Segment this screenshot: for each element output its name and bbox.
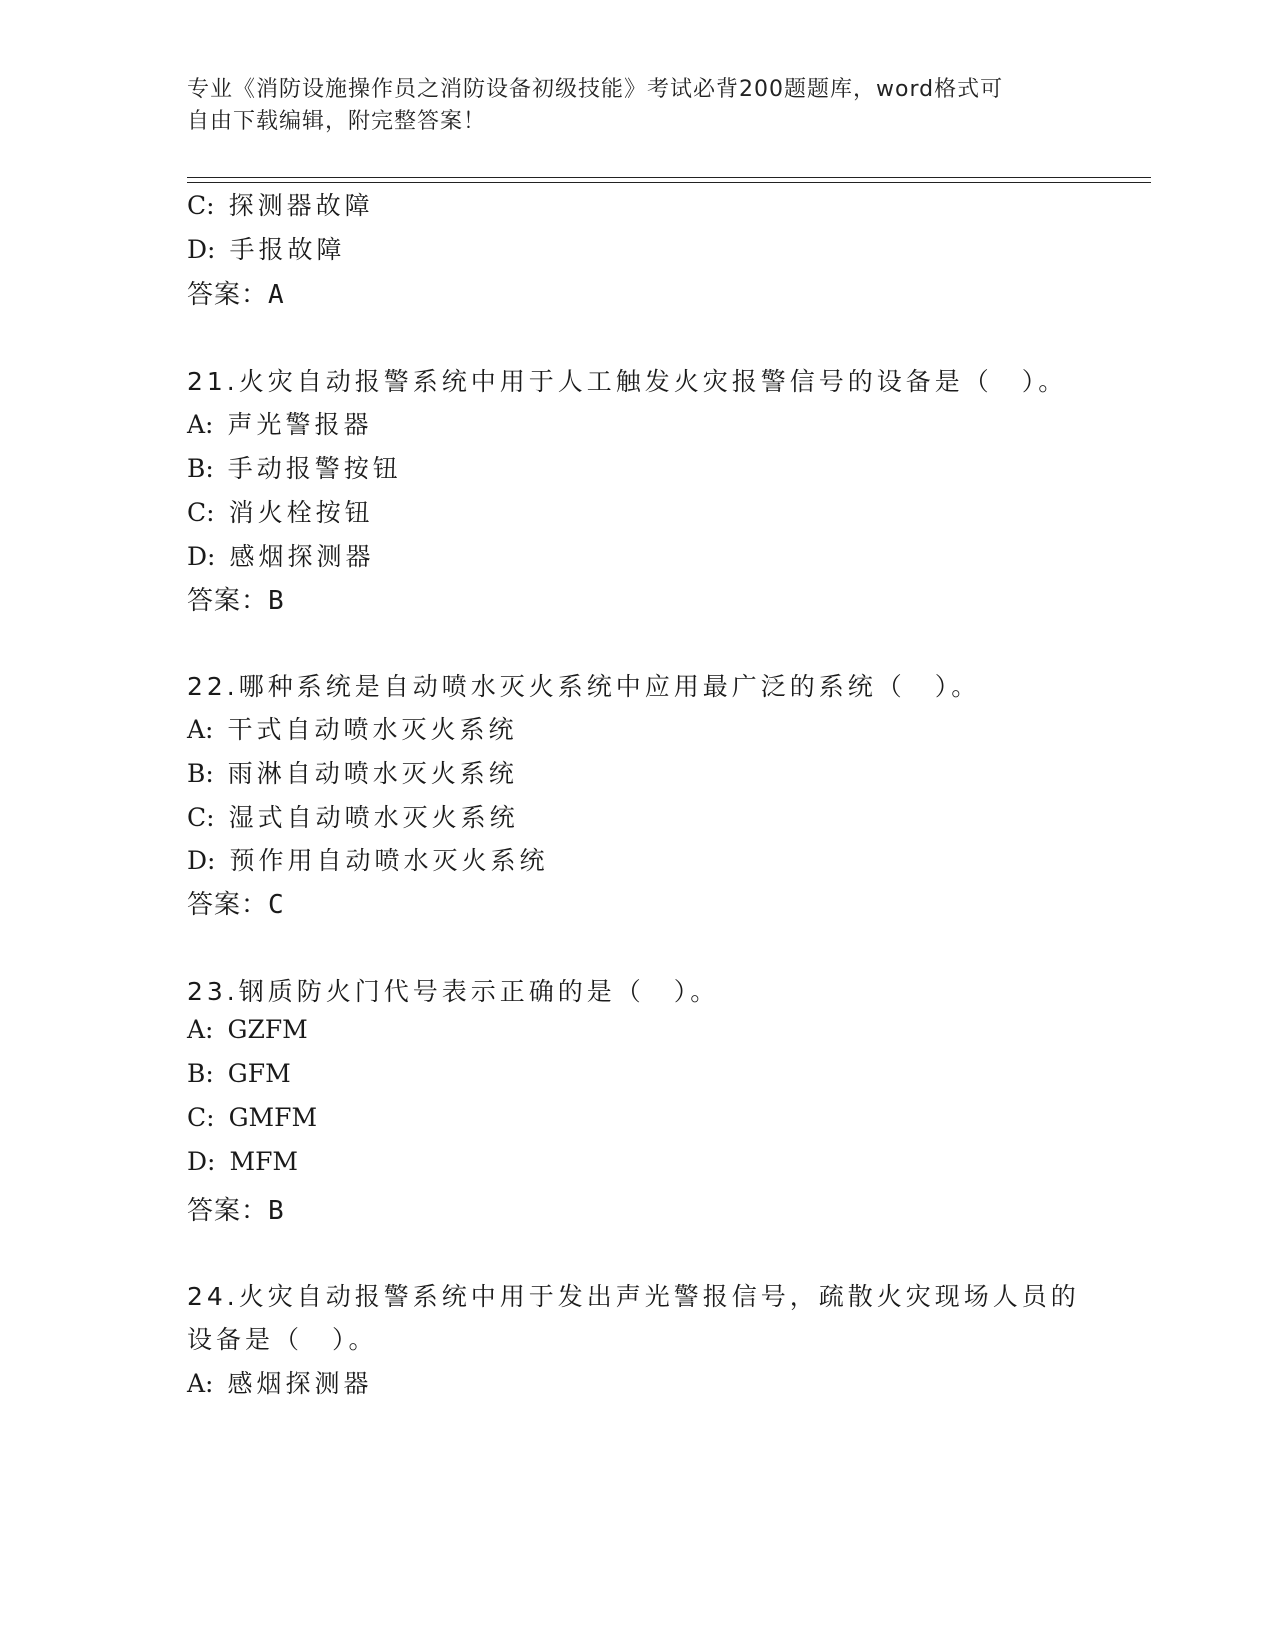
option-d bbox=[187, 1147, 298, 1176]
option-a bbox=[187, 710, 518, 746]
option-c bbox=[187, 798, 519, 834]
option-c bbox=[187, 186, 374, 222]
option-key: D: bbox=[187, 235, 216, 264]
option-key: D: bbox=[187, 542, 216, 571]
header-divider-top bbox=[187, 177, 1151, 178]
option-key: A: bbox=[187, 1015, 214, 1044]
question-stem: 23.钢质防火门代号表示正确的是（ ）。 bbox=[187, 977, 720, 1006]
option-text: 干式自动喷水灭火系统 bbox=[227, 715, 518, 744]
option-a bbox=[187, 1364, 373, 1400]
answer-line bbox=[187, 274, 285, 311]
answer-line bbox=[187, 884, 285, 921]
question-stem-line-2: 设备是（ ）。 bbox=[187, 1325, 378, 1354]
option-text: MFM bbox=[229, 1147, 299, 1176]
option-c bbox=[187, 493, 374, 529]
option-text: 手报故障 bbox=[229, 235, 346, 264]
option-key: B: bbox=[187, 454, 214, 483]
answer-label: 答案： bbox=[187, 280, 269, 310]
option-d bbox=[187, 537, 374, 573]
option-text: 雨淋自动喷水灭火系统 bbox=[227, 759, 518, 788]
option-text: GMFM bbox=[228, 1103, 318, 1132]
option-key: A: bbox=[187, 715, 214, 744]
question-stem: 21.火灾自动报警系统中用于人工触发火灾报警信号的设备是（ ）。 bbox=[187, 367, 1068, 396]
answer-value: B bbox=[268, 586, 285, 616]
option-text: 探测器故障 bbox=[228, 191, 374, 220]
header-line-2: 自由下载编辑，附完整答案！ bbox=[187, 109, 487, 134]
option-key: C: bbox=[187, 1103, 215, 1132]
option-a bbox=[187, 405, 373, 441]
option-key: D: bbox=[187, 846, 216, 875]
option-text: 消火栓按钮 bbox=[228, 498, 374, 527]
option-text: 手动报警按钮 bbox=[227, 454, 402, 483]
option-c bbox=[187, 1103, 317, 1132]
question-stem: 22.哪种系统是自动喷水灭火系统中应用最广泛的系统（ ）。 bbox=[187, 672, 981, 701]
option-key: A: bbox=[187, 1369, 214, 1398]
option-d bbox=[187, 841, 548, 877]
option-b bbox=[187, 449, 402, 485]
header-line-1: 专业《消防设施操作员之消防设备初级技能》考试必背200题题库，word格式可 bbox=[187, 77, 1004, 102]
answer-label: 答案： bbox=[187, 586, 269, 616]
option-key: B: bbox=[187, 759, 214, 788]
option-text: GFM bbox=[227, 1059, 291, 1088]
option-text: 预作用自动喷水灭火系统 bbox=[229, 846, 549, 875]
option-key: B: bbox=[187, 1059, 214, 1088]
option-d bbox=[187, 230, 345, 266]
option-text: 感烟探测器 bbox=[227, 1369, 373, 1398]
answer-value: A bbox=[268, 280, 285, 310]
answer-line bbox=[187, 580, 285, 617]
option-a bbox=[187, 1015, 308, 1044]
answer-label: 答案： bbox=[187, 890, 269, 920]
answer-value: C bbox=[268, 890, 285, 920]
answer-line bbox=[187, 1190, 285, 1227]
document-header bbox=[187, 74, 1067, 138]
answer-value: B bbox=[268, 1196, 285, 1226]
option-text: 湿式自动喷水灭火系统 bbox=[228, 803, 519, 832]
option-b bbox=[187, 754, 518, 790]
option-key: D: bbox=[187, 1147, 216, 1176]
option-text: 声光警报器 bbox=[227, 410, 373, 439]
option-b bbox=[187, 1059, 291, 1088]
question-stem-line-1: 24.火灾自动报警系统中用于发出声光警报信号，疏散火灾现场人员的 bbox=[187, 1282, 1080, 1311]
option-key: A: bbox=[187, 410, 214, 439]
option-key: C: bbox=[187, 803, 215, 832]
option-key: C: bbox=[187, 191, 215, 220]
option-key: C: bbox=[187, 498, 215, 527]
answer-label: 答案： bbox=[187, 1196, 269, 1226]
option-text: GZFM bbox=[227, 1015, 308, 1044]
option-text: 感烟探测器 bbox=[229, 542, 375, 571]
header-divider-bottom bbox=[187, 182, 1151, 183]
